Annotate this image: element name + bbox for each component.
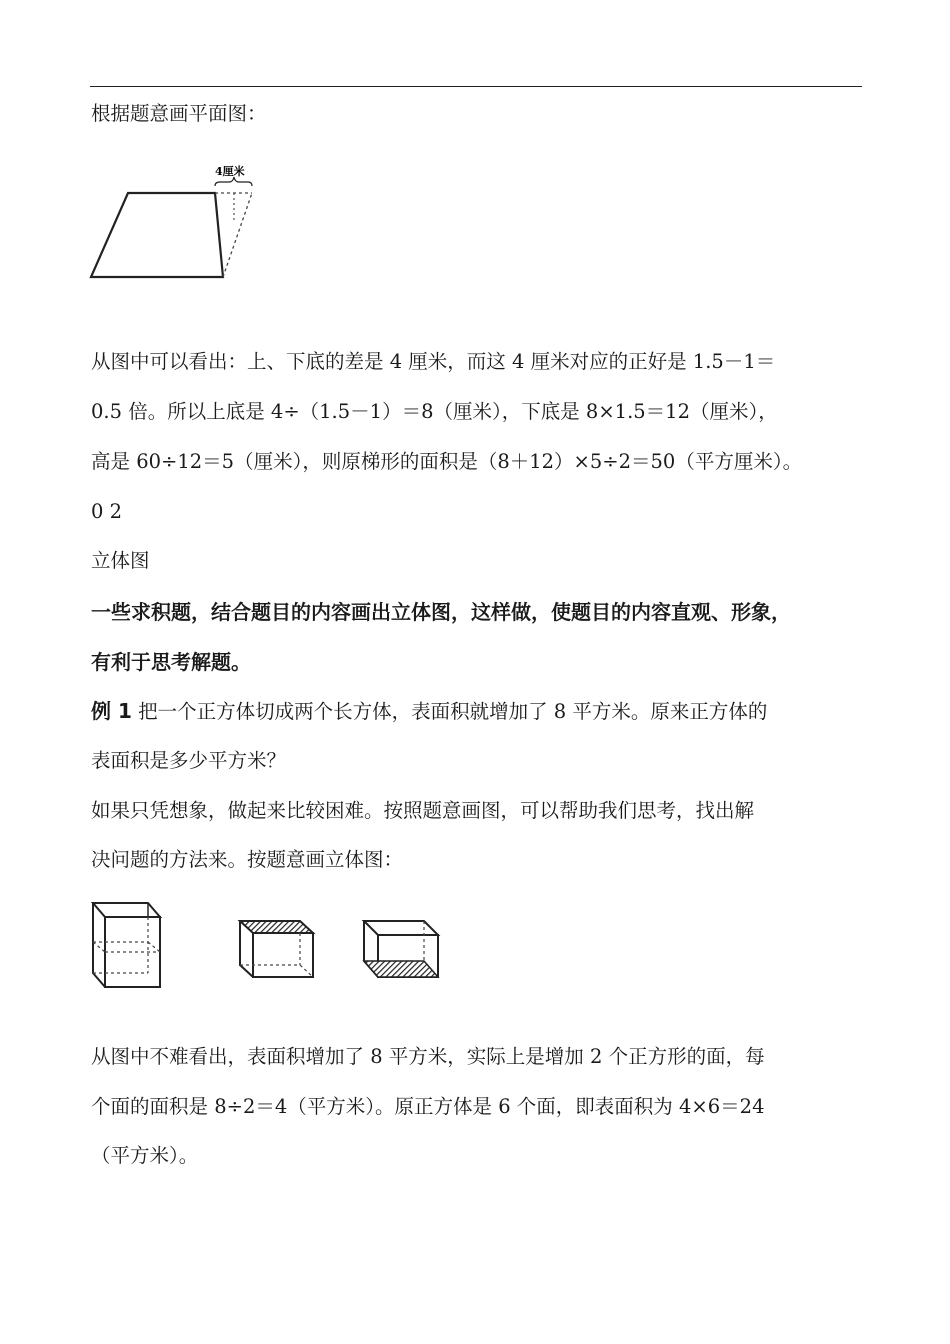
example-label: 例 1	[91, 699, 132, 723]
trapezoid-figure	[85, 160, 265, 285]
example-line1	[91, 698, 767, 725]
intro-bold-line2: 有利于思考解题。	[91, 650, 251, 674]
section-number: 0 2	[91, 500, 123, 523]
figure-label: 4厘米	[215, 165, 245, 178]
paragraph1-line3: 高是 60÷12＝5（厘米），则原梯形的面积是（8＋12）×5÷2＝50（平方厘米）。	[91, 450, 803, 473]
cube-drawing	[93, 903, 160, 987]
trapezoid-shape	[91, 193, 223, 277]
paragraph3-line1: 从图中不难看出，表面积增加了 8 平方米，实际上是增加 2 个正方形的面，每	[91, 1045, 765, 1068]
brace	[215, 177, 252, 186]
paragraph3-line2: 个面的面积是 8÷2＝4（平方米）。原正方体是 6 个面，即表面积为 4×6＝24	[91, 1095, 765, 1118]
box-shaded-top	[240, 921, 313, 977]
cube-figures	[88, 895, 458, 995]
paragraph3-line3: （平方米）。	[91, 1144, 199, 1167]
section-title: 立体图	[91, 549, 150, 572]
header-rule	[90, 86, 862, 87]
paragraph2-line2: 决问题的方法来。按题意画立体图：	[91, 848, 404, 871]
example-text: 把一个正方体切成两个长方体，表面积就增加了 8 平方米。原来正方体的	[138, 700, 768, 723]
intro-bold-line1: 一些求积题，结合题目的内容画出立体图，这样做，使题目的内容直观、形象，	[91, 600, 791, 624]
paragraph1-line1: 从图中可以看出：上、下底的差是 4 厘米，而这 4 厘米对应的正好是 1.5－1＝	[91, 350, 776, 373]
paragraph1-line2: 0.5 倍。所以上底是 4÷（1.5－1）＝8（厘米），下底是 8×1.5＝12（厘米），	[91, 400, 778, 423]
example-line2: 表面积是多少平方米？	[91, 749, 287, 772]
paragraph2-line1: 如果只凭想象，做起来比较困难。按照题意画图，可以帮助我们思考，找出解	[91, 799, 755, 822]
box-shaded-bottom	[364, 921, 438, 977]
dashed-extension-diagonal	[223, 193, 252, 277]
heading-plan: 根据题意画平面图：	[91, 102, 267, 125]
